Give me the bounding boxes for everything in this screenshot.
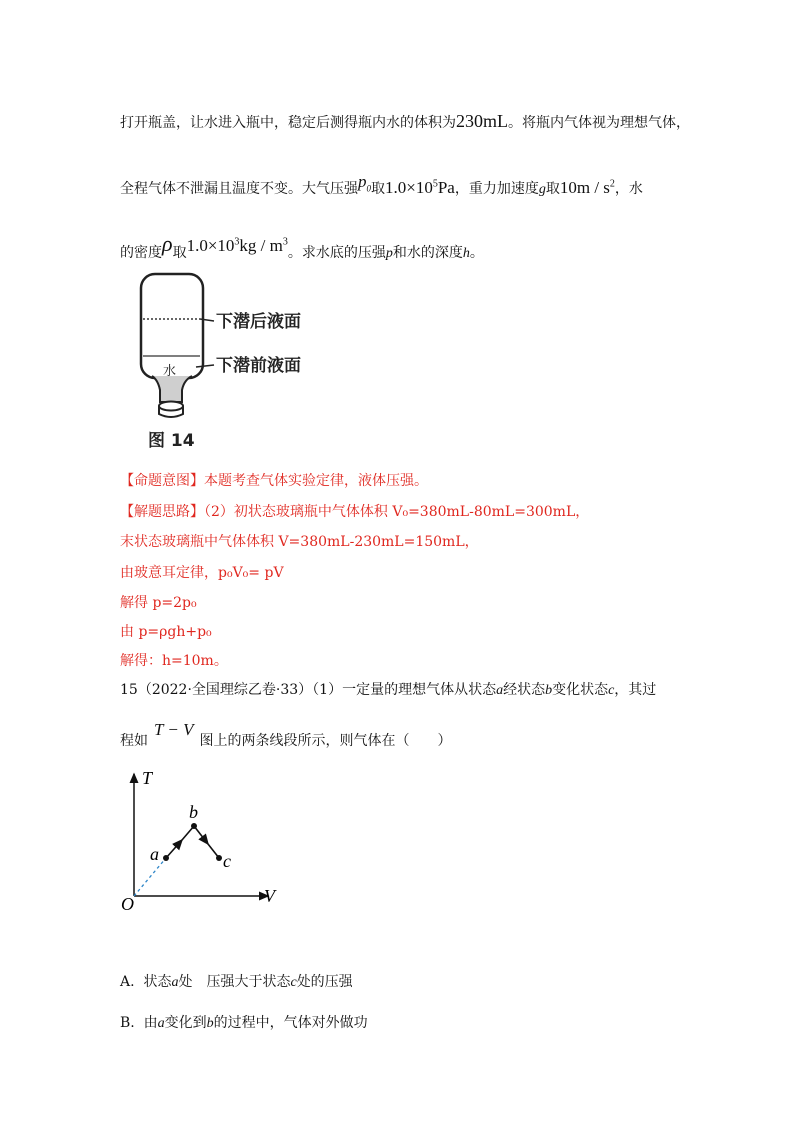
formula-line: 由 p=ρgh+p₀	[120, 624, 212, 640]
v-axis-label: V	[264, 886, 275, 906]
final-volume-line: 末状态玻璃瓶中气体体积 V=380mL-230mL=150mL，	[120, 534, 479, 550]
bottle-neck	[152, 376, 192, 402]
label-before-dive: 下潜前液面	[216, 356, 301, 376]
bottle-mouth	[159, 402, 183, 411]
water-label: 水	[163, 363, 177, 378]
p14-line-1: 打开瓶盖，让水进入瓶中，稳定后测得瓶内水的体积为230mL。将瓶内气体视为理想气体，	[120, 111, 690, 131]
boyle-law-line: 由玻意耳定律，p₀V₀= pV	[120, 565, 284, 581]
intent-line: 【命题意图】本题考查气体实验定律，液体压强。	[120, 473, 428, 489]
bottle-figure	[130, 268, 370, 448]
label-after-dive: 下潜后液面	[216, 312, 301, 332]
t-axis-label: T	[142, 768, 153, 788]
depth-result-line: 解得：h=10m。	[120, 653, 228, 669]
segment-b-c	[194, 826, 208, 844]
segment-a-b	[166, 840, 182, 858]
intent-tag: 【命题意图】	[120, 473, 204, 489]
leader-before	[196, 365, 214, 367]
option-a: A. 状态a处 压强大于状态c处的压强	[120, 974, 353, 990]
point-b	[191, 823, 197, 829]
option-b: B. 由a变化到b的过程中，气体对外做功	[120, 1015, 368, 1031]
pressure-result-line: 解得 p=2p₀	[120, 595, 197, 611]
p15-line-2: 程如T − V图上的两条线段所示，则气体在（ ）	[120, 720, 452, 749]
idea-line: 【解题思路】（2）初状态玻璃瓶中气体体积 V₀=380mL-80mL=300mL，	[120, 504, 590, 520]
origin-label: O	[121, 894, 134, 914]
point-b-label: b	[189, 802, 198, 822]
figure-caption: 图 14	[148, 431, 195, 448]
p14-line-3: 的密度ρ取$1.0\times 10^3kg / m^3$。求水底的压强p和水的深度h。	[120, 231, 484, 261]
point-a	[163, 855, 169, 861]
point-c-label: c	[223, 851, 231, 871]
point-a-label: a	[150, 844, 159, 864]
tv-graph	[118, 764, 288, 914]
volume-value: 230mL	[456, 111, 508, 131]
point-c	[216, 855, 222, 861]
p15-line-1: 15（2022·全国理综乙卷·33）（1）一定量的理想气体从状态a经状态b变化状态c，其过	[120, 682, 657, 698]
p14-line-2: 全程气体不泄漏且温度不变。大气压强$p_0$取$1.0\times 10^5Pa$，重力加速度g取$10m / s^2$，水	[120, 172, 643, 197]
idea-tag: 【解题思路】	[120, 504, 204, 520]
